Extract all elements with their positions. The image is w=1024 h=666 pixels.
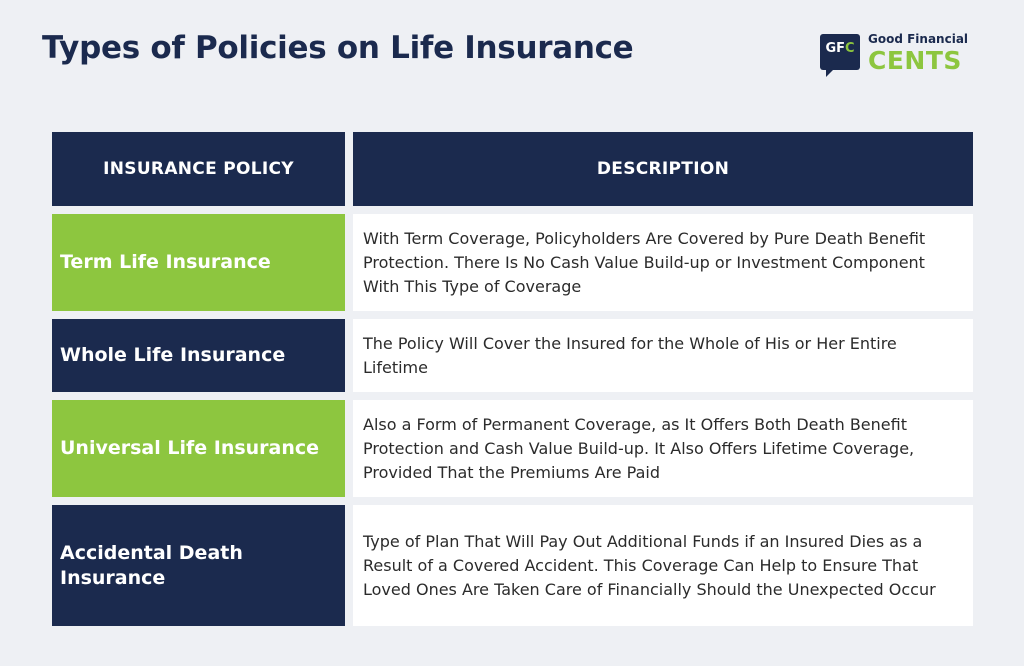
policy-cell [52,319,345,392]
policy-description: The Policy Will Cover the Insured for the Whole of His or Her Entire Lifetime [363,333,897,377]
policy-name: Whole Life Insurance [60,344,286,367]
policies-table [52,132,973,634]
logo-top-text: Good Financial [868,32,969,46]
header-description: DESCRIPTION [353,132,973,206]
policy-description: With Term Coverage, Policyholders Are Covered by Pure Death Benefit Protection. There Is No Cash Value Build-up or Investment Component With This Type of Coverage [363,228,926,296]
header-insurance-policy: INSURANCE POLICY [52,132,345,206]
policy-name: Accidental Death Insurance [60,541,243,589]
policy-name: Term Life Insurance [60,251,271,274]
table-row [52,319,973,392]
description-cell [353,400,973,497]
logo-bottom-text: CENTS [868,46,962,75]
logo-mark-gf: GF [825,41,845,56]
logo-mark-c: C [845,41,855,56]
table-header-row [52,132,973,206]
policy-cell [52,505,345,626]
policy-cell [52,214,345,311]
table-row [52,505,973,626]
policy-description: Type of Plan That Will Pay Out Additional Funds if an Insured Dies as a Result of a Covered Accident. This Coverage Can Help to Ensure That Loved Ones Are Taken Care of Financially Should the Unexpected Occur [363,531,936,599]
description-cell [353,319,973,392]
policy-name: Universal Life Insurance [60,437,320,460]
good-financial-cents-logo [820,32,980,80]
policy-description: Also a Form of Permanent Coverage, as It Offers Both Death Benefit Protection and Cash Value Build-up. It Also Offers Lifetime Coverage, Provided That the Premiums Are Paid [363,414,915,482]
page-title: Types of Policies on Life Insurance [42,30,634,66]
description-cell [353,214,973,311]
description-cell [353,505,973,626]
logo-mark-text [820,41,860,56]
policy-cell [52,400,345,497]
table-row [52,400,973,497]
table-row [52,214,973,311]
